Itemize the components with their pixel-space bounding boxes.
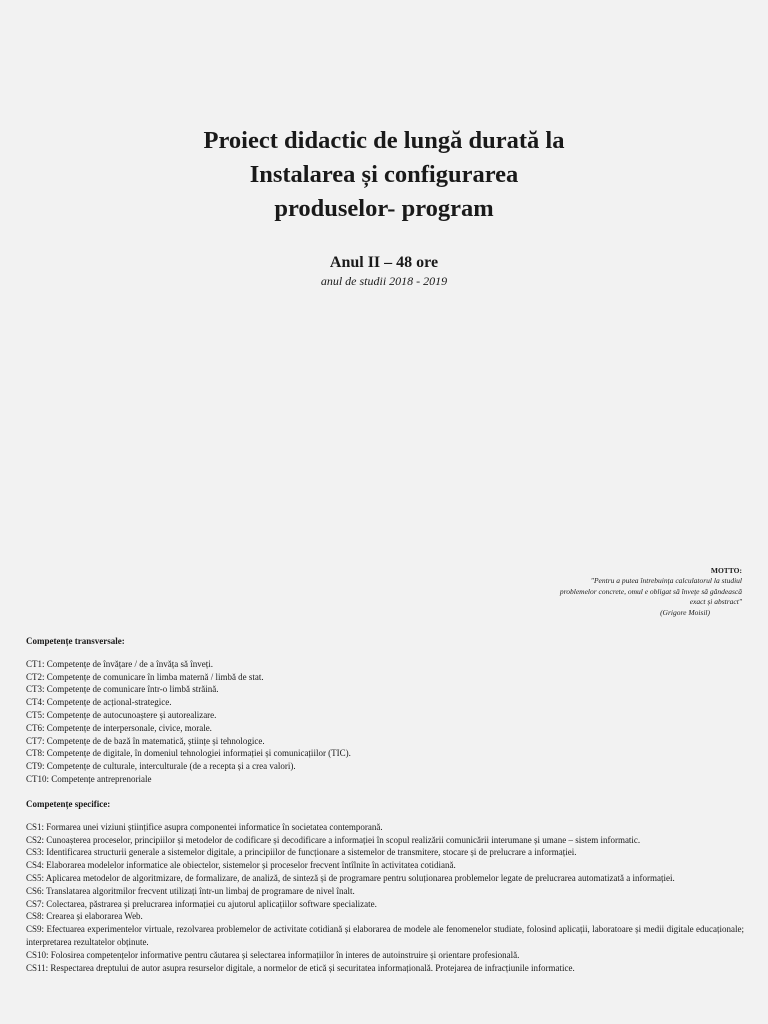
list-item: CS5: Aplicarea metodelor de algoritmizare, de formalizare, de analiză, de sinteză și de programare pentru soluționarea problemelor legate de prelucrarea automatizată a informației. [26,872,675,883]
list-item: CS4: Elaborarea modelelor informatice ale obiectelor, sistemelor și proceselor frecvent întîlnite în activitatea cotidiană. [26,860,456,871]
specific-competences [26,798,744,974]
list-item: CT6: Competențe de interpersonale, civice, morale. [26,722,212,733]
list-item: CT9: Competențe de culturale, interculturale (de a recepta și a crea valori). [26,761,296,772]
title-line: Proiect didactic de lungă durată la [203,127,565,154]
motto-line: problemelor concrete, omul e obligat să învețe să gândească [559,586,742,596]
list-item: CT2: Competențe de comunicare în limba maternă / limbă de stat. [26,671,264,682]
document-title [0,124,768,226]
motto-block [442,566,742,618]
list-item: CS10: Folosirea competențelor informative pentru căutarea și selectarea informațiilor în interes de autoinstruire și orientare profesională. [26,949,520,960]
section-heading: Competențe specifice: [26,799,111,809]
list-item: CS6: Translatarea algoritmilor frecvent utilizați într-un limbaj de programare de nivel înalt. [26,885,355,896]
title-line: produselor- program [274,195,494,222]
motto-label: MOTTO: [710,566,742,575]
section-heading: Competențe transversale: [26,636,125,646]
list-item: CS3: Identificarea structurii generale a sistemelor digitale, a principiilor de funcționare a sistemelor de transmitere, stocare și de prelucrare a informației. [26,847,577,858]
list-item: CS9: Efectuarea experimentelor virtuale, rezolvarea problemelor de activitate cotidiană și elaborarea de modele ale fenomenelor studiate, folosind aplicații, laboratoare și medii digitale educaționale; interpretarea rezultatelor obținute. [26,924,744,947]
list-item: CT3: Competențe de comunicare într-o limbă străină. [26,684,219,695]
list-item: CT4: Competențe de acțional-strategice. [26,697,172,708]
competence-list [26,821,744,975]
list-item: CS1: Formarea unei viziuni științifice asupra componentei informatice în societatea contemporană. [26,821,383,832]
title-line: Instalarea și configurarea [249,161,519,188]
motto-line: "Pentru a putea întrebuința calculatorul la studiul [590,576,742,586]
motto-line: exact și abstract" [689,597,742,607]
list-item: CS8: Crearea și elaborarea Web. [26,911,143,922]
motto-author: (Grigore Moisil) [660,607,710,617]
competence-list [26,658,744,786]
list-item: CS11: Respectarea dreptului de autor asupra resurselor digitale, a normelor de etică și securitatea informațională. Protejarea de infracțiunile informatice. [26,962,575,973]
list-item: CT1: Competențe de învățare / de a învăța să înveți. [26,658,213,669]
transversal-competences [26,635,744,786]
list-item: CT7: Competențe de de bază în matematică, științe și tehnologice. [26,735,265,746]
list-item: CS7: Colectarea, păstrarea și prelucrarea informației cu ajutorul aplicațiilor software specializate. [26,898,377,909]
list-item: CT8: Competențe de digitale, în domeniul tehnologiei informației și comunicațiilor (TIC). [26,748,351,759]
list-item: CS2: Cunoașterea proceselor, principiilor și metodelor de codificare și decodificare a informației în scopul realizării comunicării interumane și umane – sistem informatic. [26,834,641,845]
list-item: CT10: Competențe antreprenoriale [26,773,152,784]
list-item: CT5: Competențe de autocunoaștere și autorealizare. [26,709,217,720]
course-year: Anul II – 48 ore [329,254,439,271]
study-year: anul de studii 2018 - 2019 [320,274,448,288]
